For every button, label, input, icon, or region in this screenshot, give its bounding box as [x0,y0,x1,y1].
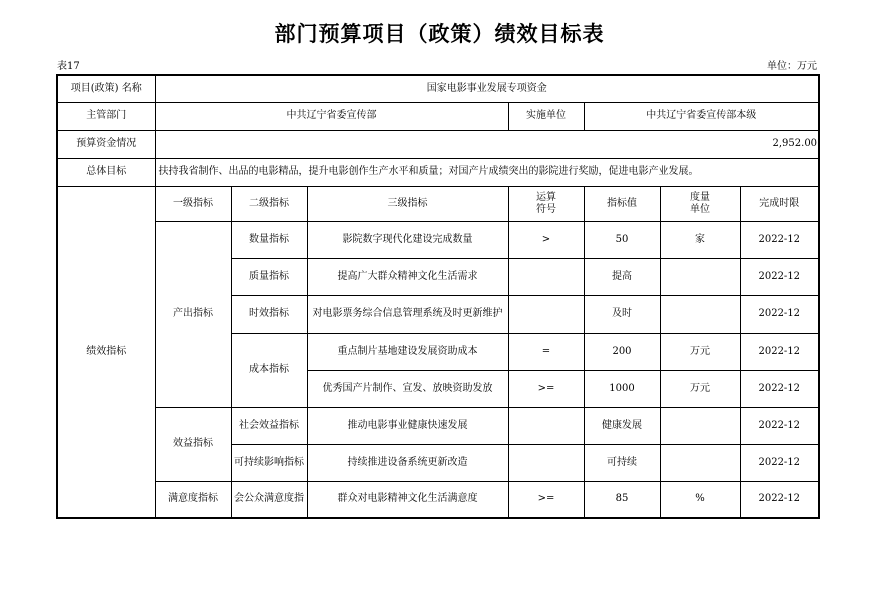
deadline-cell: 2022-12 [740,444,819,481]
unit-cell [660,295,740,333]
page-title: 部门预算项目（政策）绩效目标表 [274,22,605,46]
goal-value: 扶持我省制作、出品的电影精品，提升电影创作生产水平和质量；对国产片成绩突出的影院进行奖励，促进电影产业发展。 [155,158,819,186]
level3-cell: 提高广大群众精神文化生活需求 [307,258,508,295]
table-number: 表17 [57,61,80,72]
unit-cell [660,407,740,444]
impl-value: 中共辽宁省委宣传部本级 [584,102,819,130]
project-label: 项目(政策) 名称 [57,75,155,102]
header-unit [660,186,740,221]
level3-cell: 持续推进设备系统更新改造 [307,444,508,481]
level2-cost: 成本指标 [231,333,307,407]
level2-social: 社会效益指标 [231,407,307,444]
deadline-cell: 2022-12 [740,258,819,295]
operator-cell: >= [508,481,584,518]
level3-cell: 推动电影事业健康快速发展 [307,407,508,444]
level3-cell: 优秀国产片制作、宣发、放映资助发放 [307,370,508,407]
level2-public: 会公众满意度指 [231,481,307,518]
table-row [57,221,819,258]
level2-quantity: 数量指标 [231,221,307,258]
unit-cell [660,444,740,481]
operator-cell [508,295,584,333]
budget-row [57,130,819,158]
project-row [57,75,819,102]
table-row [57,481,819,518]
budget-value: 2,952.00 [155,130,819,158]
target-cell: 健康发展 [584,407,660,444]
target-cell: 可持续 [584,444,660,481]
performance-table [56,74,820,519]
deadline-cell: 2022-12 [740,481,819,518]
deadline-cell: 2022-12 [740,221,819,258]
deadline-cell: 2022-12 [740,333,819,370]
deadline-cell: 2022-12 [740,407,819,444]
target-cell: 200 [584,333,660,370]
dept-row [57,102,819,130]
operator-cell: >= [508,370,584,407]
dept-label: 主管部门 [57,102,155,130]
operator-cell: = [508,333,584,370]
operator-cell: > [508,221,584,258]
perf-label: 绩效指标 [57,186,155,518]
target-cell: 及时 [584,295,660,333]
group-benefit: 效益指标 [155,407,231,481]
header-deadline: 完成时限 [740,186,819,221]
perf-header-row [57,186,819,221]
budget-label: 预算资金情况 [57,130,155,158]
level2-quality: 质量指标 [231,258,307,295]
operator-cell [508,407,584,444]
level3-cell: 影院数字现代化建设完成数量 [307,221,508,258]
header-operator-text: 运算符号 [536,191,556,215]
target-cell: 提高 [584,258,660,295]
header-operator [508,186,584,221]
dept-value: 中共辽宁省委宣传部 [155,102,508,130]
goal-row [57,158,819,186]
level2-time: 时效指标 [231,295,307,333]
level3-cell: 对电影票务综合信息管理系统及时更新维护 [307,295,508,333]
header-level1: 一级指标 [155,186,231,221]
level3-cell: 重点制片基地建设发展资助成本 [307,333,508,370]
header-level3: 三级指标 [307,186,508,221]
unit-cell: 家 [660,221,740,258]
level2-sustain: 可持续影响指标 [231,444,307,481]
operator-cell [508,444,584,481]
goal-label: 总体目标 [57,158,155,186]
header-target: 指标值 [584,186,660,221]
header-level2: 二级指标 [231,186,307,221]
group-satisfaction: 满意度指标 [155,481,231,518]
target-cell: 1000 [584,370,660,407]
unit-label: 单位：万元 [767,61,817,72]
unit-cell [660,258,740,295]
header-unit-text: 度量单位 [690,191,710,215]
operator-cell [508,258,584,295]
project-value: 国家电影事业发展专项资金 [155,75,819,102]
impl-label: 实施单位 [508,102,584,130]
level3-cell: 群众对电影精神文化生活满意度 [307,481,508,518]
unit-cell: 万元 [660,333,740,370]
target-cell: 50 [584,221,660,258]
table-row [57,407,819,444]
target-cell: 85 [584,481,660,518]
unit-cell: % [660,481,740,518]
group-output: 产出指标 [155,221,231,407]
deadline-cell: 2022-12 [740,370,819,407]
unit-cell: 万元 [660,370,740,407]
deadline-cell: 2022-12 [740,295,819,333]
